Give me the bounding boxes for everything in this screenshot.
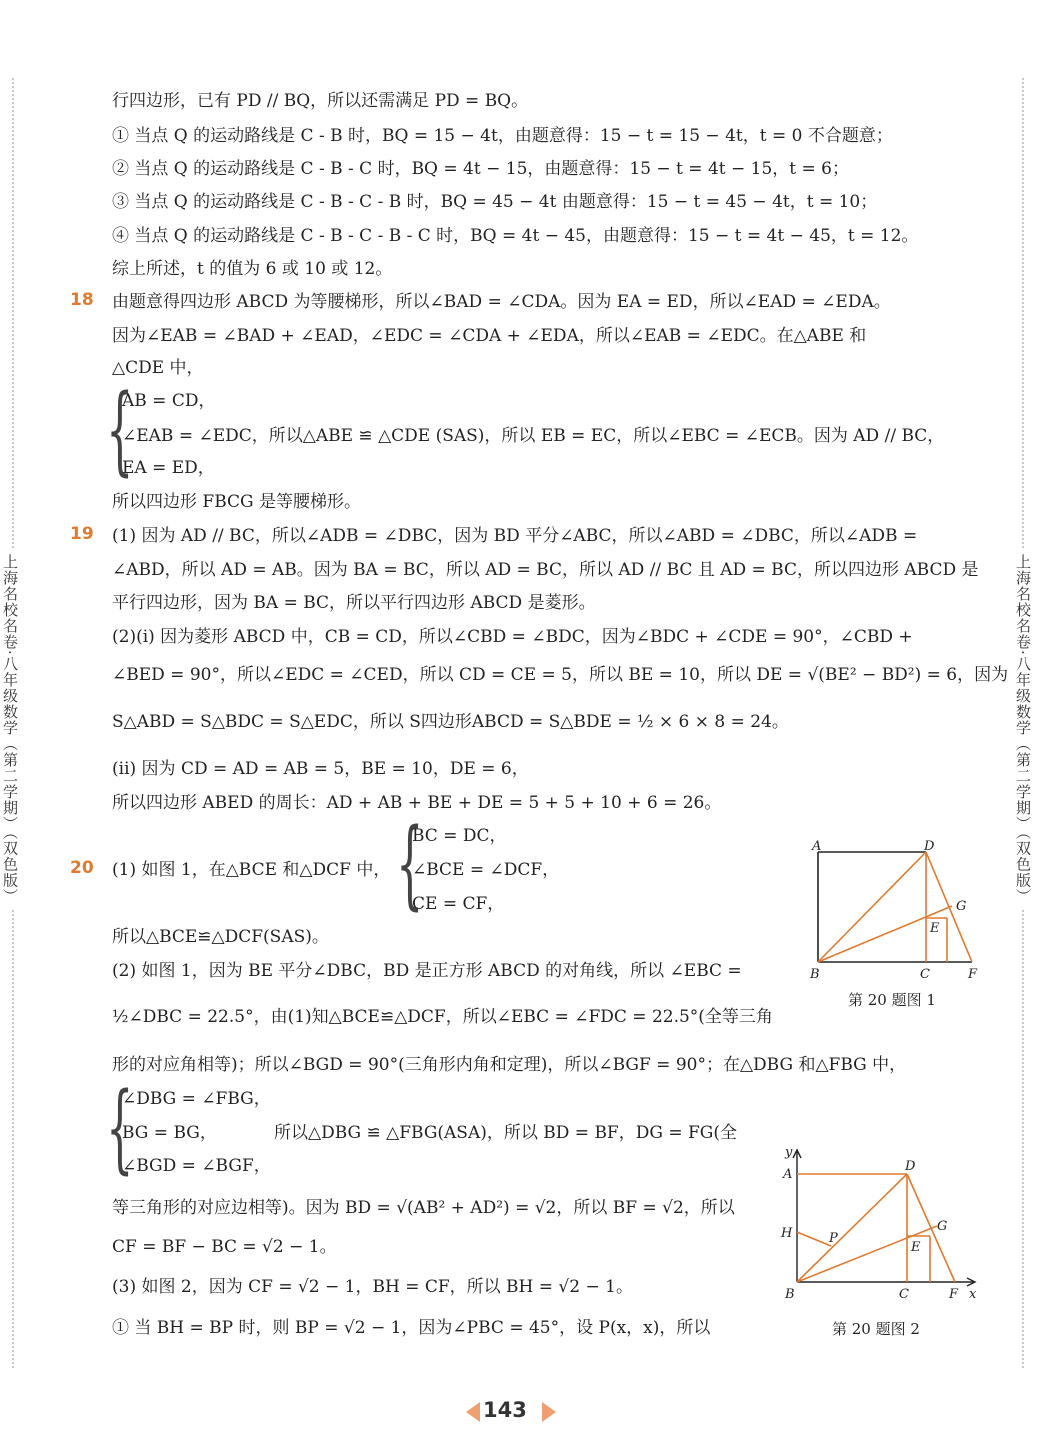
figure-2-construction (797, 1174, 955, 1282)
figure-1-construction (818, 852, 972, 962)
text-line: 综上所述，t 的值为 6 或 10 或 12。 (112, 259, 393, 279)
text-line: 由题意得四边形 ABCD 为等腰梯形，所以∠BAD = ∠CDA。因为 EA = ED，所以∠EAD = ∠EDA。 (112, 292, 891, 312)
label-p: P (829, 1231, 838, 1246)
text-line: 因为∠EAB = ∠BAD + ∠EAD，∠EDC = ∠CDA + ∠EDA，所以∠EAB = ∠EDC。在△ABE 和 (112, 326, 867, 346)
text-line: ½∠DBC = 22.5°，由(1)知△BCE≌△DCF，所以∠EBC = ∠FDC = 22.5°(全等三角 (112, 1007, 773, 1027)
system-brace: { (396, 808, 424, 920)
text-line: ① 当 BH = BP 时，则 BP = √2 − 1，因为∠PBC = 45°，设 P(x，x)，所以 (112, 1318, 711, 1338)
text-line: ∠ABD，所以 AD = AB。因为 BA = BC，所以 AD = BC，所以 AD // BC 且 AD = BC，所以四边形 ABCD 是 (112, 560, 979, 580)
text-line: ③ 当点 Q 的运动路线是 C - B - C - B 时，BQ = 45 − 4t 由题意得：15 − t = 45 − 4t，t = 10； (112, 192, 878, 212)
label-a: A (783, 1167, 793, 1182)
text-line: CE = CF， (412, 894, 505, 914)
label-x: x (969, 1287, 977, 1302)
text-line: BG = BG， (122, 1123, 217, 1143)
problem-number-19: 19 (70, 524, 94, 544)
page-arrow-right-icon (542, 1402, 556, 1422)
problem-number-20: 20 (70, 858, 94, 878)
side-label-left: 上海名校名卷·八年级数学（第二学期）（双色版） (0, 548, 21, 910)
label-y: y (785, 1145, 793, 1160)
label-d: D (924, 839, 935, 854)
label-e: E (930, 921, 940, 936)
figure-1-caption: 第 20 题图 1 (848, 991, 936, 1009)
text-line: S△ABD = S△BDC = S△EDC，所以 S四边形ABCD = S△BDE = ½ × 6 × 8 = 24。 (112, 712, 789, 732)
text-line: 平行四边形，因为 BA = BC，所以平行四边形 ABCD 是菱形。 (112, 593, 596, 613)
system-brace: { (106, 374, 134, 486)
text-line: (3) 如图 2，因为 CF = √2 − 1，BH = CF，所以 BH = √2 − 1。 (112, 1277, 633, 1297)
page-number: 143 (483, 1398, 527, 1422)
side-label-right: 上海名校名卷·八年级数学（第二学期）（双色版） (1013, 548, 1034, 910)
text-line: AB = CD， (122, 391, 216, 411)
label-g: G (937, 1219, 948, 1234)
text-line: 所以四边形 FBCG 是等腰梯形。 (112, 492, 361, 512)
text-line: ② 当点 Q 的运动路线是 C - B - C 时，BQ = 4t − 15，由题意得：15 − t = 4t − 15，t = 6； (112, 159, 849, 179)
text-line: EA = ED， (122, 458, 215, 478)
text-line: (2) 如图 1，因为 BE 平分∠DBC，BD 是正方形 ABCD 的对角线，所以 ∠EBC = (112, 961, 742, 981)
label-b: B (810, 967, 820, 982)
text-line: 所以△BCE≌△DCF(SAS)。 (112, 927, 329, 947)
label-e: E (911, 1240, 921, 1255)
label-d: D (905, 1159, 916, 1174)
text-line: BC = DC， (412, 826, 507, 846)
text-line: (1) 如图 1，在△BCE 和△DCF 中， (112, 860, 391, 880)
text-line: 所以四边形 ABED 的周长：AD + AB + BE + DE = 5 + 5 + 10 + 6 = 26。 (112, 793, 722, 813)
text-line: 形的对应角相等)；所以∠BGD = 90°(三角形内角和定理)，所以∠BGF = 90°；在△DBG 和△FBG 中， (112, 1055, 907, 1075)
text-line: 行四边形，已有 PD // BQ，所以还需满足 PD = BQ。 (112, 91, 529, 111)
label-h: H (781, 1226, 793, 1241)
text-line: ④ 当点 Q 的运动路线是 C - B - C - B - C 时，BQ = 4t − 45，由题意得：15 − t = 4t − 45，t = 12。 (112, 226, 919, 246)
label-c: C (920, 967, 930, 982)
text-line: ∠BED = 90°，所以∠EDC = ∠CED，所以 CD = CE = 5，所以 BE = 10，所以 DE = √(BE² − BD²) = 6，因为 (112, 665, 1009, 685)
text-line: △CDE 中， (112, 358, 204, 378)
figure-2-caption: 第 20 题图 2 (832, 1320, 920, 1338)
label-g: G (956, 899, 967, 914)
text-line: 所以△DBG ≌ △FBG(ASA)，所以 BD = BF，DG = FG(全 (274, 1123, 738, 1143)
text-line: CF = BF − BC = √2 − 1。 (112, 1237, 337, 1257)
text-line: ① 当点 Q 的运动路线是 C - B 时，BQ = 15 − 4t，由题意得：15 − t = 15 − 4t，t = 0 不合题意； (112, 126, 893, 146)
label-f: F (968, 967, 978, 982)
text-line: (ii) 因为 CD = AD = AB = 5，BE = 10，DE = 6， (112, 759, 529, 779)
page-arrow-left-icon (466, 1402, 480, 1422)
label-a: A (812, 839, 822, 854)
problem-number-18: 18 (70, 290, 94, 310)
label-f: F (949, 1287, 959, 1302)
system-brace: { (106, 1072, 134, 1184)
text-line: ∠DBG = ∠FBG， (122, 1089, 271, 1109)
text-line: ∠EAB = ∠EDC，所以△ABE ≌ △CDE (SAS)，所以 EB = EC，所以∠EBC = ∠ECB。因为 AD // BC， (122, 426, 945, 446)
label-b: B (785, 1287, 795, 1302)
text-line: 等三角形的对应边相等)。因为 BD = √(AB² + AD²) = √2，所以 BF = √2，所以 (112, 1198, 735, 1218)
figure-2 (775, 1140, 985, 1310)
figure-1 (800, 836, 990, 986)
text-line: ∠BCE = ∠DCF， (412, 860, 560, 880)
text-line: (1) 因为 AD // BC，所以∠ADB = ∠DBC，因为 BD 平分∠ABC，所以∠ABD = ∠DBC，所以∠ADB = (112, 526, 918, 546)
text-line: (2)(i) 因为菱形 ABCD 中，CB = CD，所以∠CBD = ∠BDC，因为∠BDC + ∠CDE = 90°，∠CBD + (112, 627, 913, 647)
label-c: C (899, 1287, 909, 1302)
text-line: ∠BGD = ∠BGF， (122, 1156, 271, 1176)
